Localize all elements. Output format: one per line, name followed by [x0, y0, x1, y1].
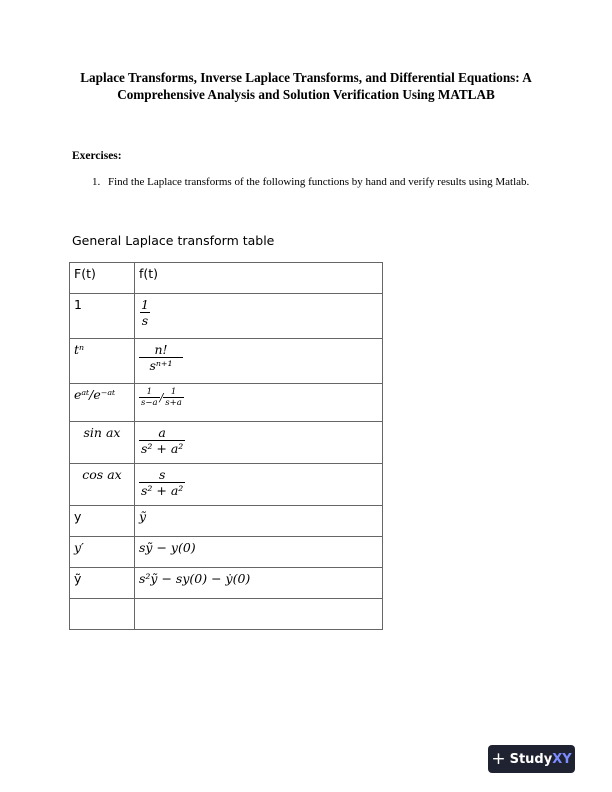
fraction [139, 387, 160, 408]
table-cell: eᵃᵗ/e⁻ᵃᵗ [70, 384, 135, 422]
table-row [70, 294, 383, 339]
numerator: s [158, 467, 166, 482]
fraction [163, 387, 184, 408]
table-row [70, 464, 383, 506]
denominator: s−a [141, 398, 158, 408]
table-row [70, 506, 383, 537]
document-title: Laplace Transforms, Inverse Laplace Transforms, and Differential Equations: A Comprehensive Analysis and Solution Verification Using MATLAB [80, 70, 532, 102]
table-cell: s²ỹ − sy(0) − ẏ(0) [135, 568, 383, 599]
table-cell [135, 599, 383, 630]
table-cell: y′ [70, 537, 135, 568]
exercise-number: 1. [92, 176, 101, 188]
table-cell: sỹ − y(0) [135, 537, 383, 568]
numerator: a [158, 425, 166, 440]
table-header-row [70, 263, 383, 294]
fraction [139, 342, 183, 373]
plus-icon: + [491, 748, 506, 769]
table-cell [135, 294, 383, 339]
table-caption: General Laplace transform table [72, 233, 275, 248]
table-cell [135, 422, 383, 464]
table-cell [135, 464, 383, 506]
table-cell: cos ax [70, 464, 135, 506]
exercise-item [92, 176, 542, 190]
denominator: s² + a² [141, 483, 184, 498]
header-cell-f: f(t) [135, 263, 383, 294]
table-row [70, 599, 383, 630]
denominator: sⁿ⁺¹ [139, 357, 183, 373]
table-cell [135, 339, 383, 384]
denominator: s [141, 313, 149, 328]
table-cell: ỹ [135, 506, 383, 537]
table-row [70, 422, 383, 464]
numerator: n! [154, 342, 168, 357]
table-cell [70, 599, 135, 630]
logo-text: StudyXY [509, 751, 572, 767]
denominator: s+a [165, 398, 182, 408]
slash-separator: / [159, 391, 164, 404]
table-cell: ỹ [70, 568, 135, 599]
table-row [70, 384, 383, 422]
denominator: s² + a² [141, 441, 184, 456]
fraction [139, 425, 185, 456]
laplace-table [69, 262, 383, 630]
fraction [139, 467, 185, 498]
table-row [70, 537, 383, 568]
table-cell: 1 [70, 294, 135, 339]
exercise-text: Find the Laplace transforms of the following functions by hand and verify results using Matlab. [108, 176, 530, 188]
exercises-heading: Exercises: [72, 150, 122, 162]
numerator: 1 [170, 387, 177, 397]
table-cell: y [70, 506, 135, 537]
fraction [139, 297, 151, 328]
table-row [70, 568, 383, 599]
numerator: 1 [141, 297, 149, 312]
numerator: 1 [146, 387, 152, 397]
table-row [70, 339, 383, 384]
header-cell-F: F(t) [70, 263, 135, 294]
table-cell [135, 384, 383, 422]
table-cell: sin ax [70, 422, 135, 464]
table-cell: tⁿ [70, 339, 135, 384]
studyxy-logo[interactable] [488, 745, 575, 773]
